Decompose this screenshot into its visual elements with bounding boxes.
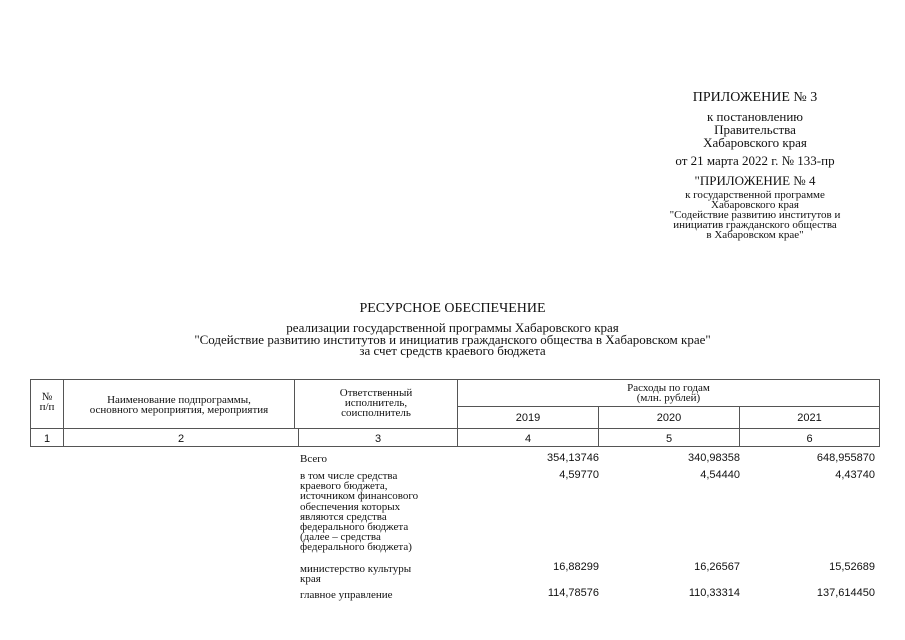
- table-row-label: [300, 471, 450, 553]
- column-number: 2: [63, 428, 299, 447]
- table-row-label: [300, 564, 450, 584]
- table-cell-2019: 114,78576: [547, 587, 599, 599]
- appendix-line: в Хабаровском крае": [706, 229, 804, 241]
- table-cell-2019: 16,88299: [553, 561, 599, 573]
- row-label-line: являются средства: [300, 510, 387, 523]
- table-cell-2020: 4,54440: [700, 469, 740, 481]
- table-row-label: [300, 590, 450, 600]
- appendix-line: Хабаровского края: [711, 199, 799, 211]
- appendix-decree-ref: [640, 110, 870, 149]
- appendix-header: [640, 90, 870, 240]
- title-line: за счет средств краевого бюджета: [359, 343, 546, 358]
- table-cell-2019: 354,13746: [547, 452, 599, 464]
- header-year-2021: 2021: [739, 406, 880, 429]
- table-cell-2021: 137,614450: [816, 587, 875, 599]
- appendix-sub-number: "ПРИЛОЖЕНИЕ № 4: [694, 173, 816, 188]
- title-line: реализации государственной программы Хабаровского края: [286, 320, 619, 335]
- header-expenses: [457, 379, 880, 407]
- table-cell-2020: 340,98358: [688, 452, 740, 464]
- row-label-line: главное управление: [300, 589, 393, 601]
- row-label-line: в том числе средства: [300, 470, 398, 482]
- appendix-line: к постановлению: [706, 109, 804, 124]
- table-row-label: [300, 454, 450, 464]
- header-year-2020: 2020: [598, 406, 740, 429]
- table-cell-2019: 4,59770: [559, 469, 599, 481]
- appendix-line: Правительства: [714, 122, 796, 137]
- appendix-line: "Содействие развитию институтов и: [669, 209, 841, 221]
- title-main: РЕСУРСНОЕ ОБЕСПЕЧЕНИЕ: [359, 301, 546, 316]
- appendix-date: от 21 марта 2022 г. № 133-пр: [675, 153, 835, 168]
- appendix-program-ref: [640, 190, 870, 240]
- row-label-line: (далее – средства: [300, 531, 381, 544]
- header-text: №: [41, 391, 53, 403]
- title-line: "Содействие развитию институтов и инициатив гражданского общества в Хабаровском крае": [194, 331, 711, 347]
- header-executor: [294, 379, 458, 429]
- row-label-line: Всего: [300, 453, 327, 465]
- header-text: (млн. рублей): [636, 392, 701, 404]
- header-text: Наименование подпрограммы,: [107, 394, 251, 406]
- appendix-line: к государственной программе: [685, 189, 825, 201]
- header-text: соисполнитель: [341, 407, 411, 419]
- table-cell-2020: 110,33314: [688, 587, 740, 599]
- table-cell-2020: 16,26567: [694, 561, 740, 573]
- table-cell-2021: 648,955870: [816, 452, 875, 464]
- column-number: 6: [739, 428, 880, 447]
- header-text: Расходы по годам: [627, 382, 710, 394]
- appendix-line: Хабаровского края: [703, 135, 807, 150]
- header-name: [63, 379, 295, 429]
- row-label-line: края: [300, 573, 321, 586]
- header-text: п/п: [39, 401, 55, 413]
- row-label-line: министерство культуры: [300, 563, 412, 575]
- document-title: [100, 301, 805, 357]
- row-label-line: краевого бюджета,: [300, 480, 388, 493]
- title-subtitle: [100, 322, 805, 357]
- header-text: исполнитель,: [344, 397, 408, 409]
- header-text: основного мероприятия, мероприятия: [89, 404, 269, 416]
- row-label-line: федерального бюджета: [300, 521, 409, 534]
- row-label-line: федерального бюджета): [300, 541, 412, 554]
- table-cell-2021: 4,43740: [835, 469, 875, 481]
- row-label-line: обеспечения которых: [300, 500, 401, 513]
- table-cell-2021: 15,52689: [829, 561, 875, 573]
- appendix-number: ПРИЛОЖЕНИЕ № 3: [692, 90, 818, 105]
- appendix-line: инициатив гражданского общества: [673, 219, 837, 231]
- column-number: 1: [30, 428, 64, 447]
- row-label-line: источником финансового: [300, 490, 419, 503]
- column-number: 5: [598, 428, 740, 447]
- header-num: [30, 379, 64, 429]
- column-number: 4: [457, 428, 599, 447]
- header-year-2019: 2019: [457, 406, 599, 429]
- header-text: Ответственный: [339, 387, 413, 399]
- column-number: 3: [298, 428, 458, 447]
